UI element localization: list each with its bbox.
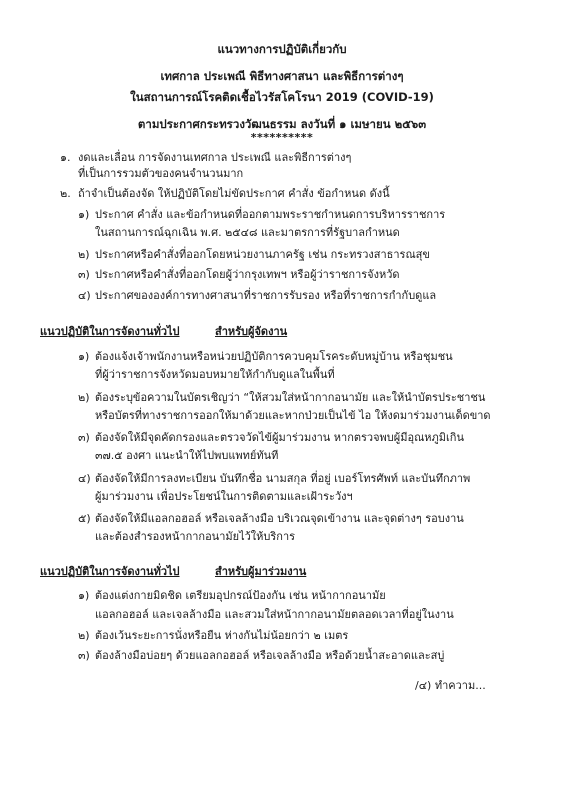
section-2-item-2-line-1: ต้องเว้นระยะการนั่งหรือยืน ห่างกันไม่น้อยกว่า ๒ เมตร	[95, 629, 349, 642]
section-2-item-1-line-1: ต้องแต่งกายมิดชิด เตรียมอุปกรณ์ป้องกัน เช่น หน้ากากอนามัย	[95, 589, 386, 602]
intro-item-2-line-1: ถ้าจำเป็นต้องจัด ให้ปฏิบัติโดยไม่ขัดประกาศ คำสั่ง ข้อกำหนด ดังนี้	[78, 187, 390, 200]
heading-line-1: แนวทางการปฏิบัติเกี่ยวกับ	[217, 42, 347, 56]
section-1-item-2-line-1: ต้องระบุข้อความในบัตรเชิญว่า “ให้สวมใส่หน้ากากอนามัย และให้นำบัตรประชาชน	[95, 391, 486, 404]
section-1-number-2: ๒)	[78, 391, 90, 404]
section-1-item-1-line-1: ต้องแจ้งเจ้าพนักงานหรือหน่วยปฏิบัติการควบคุมโรคระดับหมู่บ้าน หรือชุมชน	[95, 350, 453, 363]
heading-separator: **********	[250, 131, 314, 144]
section-2-item-1-line-2: แอลกอฮอล์ และเจลล้างมือ และสวมใส่หน้ากากอนามัยตลอดเวลาที่อยู่ในงาน	[95, 608, 454, 621]
subitem-2-line-1: ประกาศหรือคำสั่งที่ออกโดยหน่วยงานภาครัฐ เช่น กระทรวงสาธารณสุข	[95, 248, 430, 261]
section-1-item-1-line-2: ที่ผู้ว่าราชการจังหวัดมอบหมายให้กำกับดูแลในพื้นที่	[95, 368, 335, 381]
section-2-number-3: ๓)	[78, 649, 90, 662]
section-2-item-3-line-1: ต้องล้างมือบ่อยๆ ด้วยแอลกอฮอล์ หรือเจลล้างมือ หรือด้วยน้ำสะอาดและสบู่	[95, 649, 445, 662]
section-2-number-2: ๒)	[78, 629, 90, 642]
section-1-item-3-line-1: ต้องจัดให้มีจุดคัดกรองและตรวจวัดไข้ผู้มาร่วมงาน หากตรวจพบผู้มีอุณหภูมิเกิน	[95, 431, 464, 444]
subitem-number-1: ๑)	[78, 208, 90, 221]
section-1-item-2-line-2: หรือบัตรที่ทางราชการออกให้มาด้วยและหากป่วยเป็นไข้ ไอ ให้งดมาร่วมงานเด็ดขาด	[95, 409, 491, 422]
intro-item-1-line-2: ที่เป็นการรวมตัวของคนจำนวนมาก	[78, 167, 244, 180]
section-1-number-3: ๓)	[78, 431, 90, 444]
heading-line-3: ในสถานการณ์โรคติดเชื้อไวรัสโคโรนา 2019 (COVID-19)	[130, 90, 434, 104]
section-1-target: สำหรับผู้จัดงาน	[215, 325, 288, 338]
subitem-1-line-1: ประกาศ คำสั่ง และข้อกำหนดที่ออกตามพระราชกำหนดการบริหารราชการ	[95, 208, 446, 221]
section-1-item-5-line-2: และต้องสำรองหน้ากากอนามัยไว้ให้บริการ	[95, 530, 296, 543]
section-2-target: สำหรับผู้มาร่วมงาน	[215, 565, 307, 578]
continuation-note: /๔) ทำความ...	[415, 679, 486, 692]
section-1-number-1: ๑)	[78, 350, 90, 363]
subitem-4-line-1: ประกาศขององค์การทางศาสนาที่ราชการรับรอง หรือที่ราชการกำกับดูแล	[95, 289, 437, 302]
intro-number-2: ๒.	[60, 187, 71, 200]
heading-line-2: เทศกาล ประเพณี พิธีทางศาสนา และพิธีการต่างๆ	[160, 69, 404, 83]
intro-item-1-line-1: งดและเลื่อน การจัดงานเทศกาล ประเพณี และพิธีการต่างๆ	[78, 151, 352, 164]
intro-number-1: ๑.	[60, 151, 71, 164]
section-2-number-1: ๑)	[78, 589, 90, 602]
subitem-1-line-2: ในสถานการณ์ฉุกเฉิน พ.ศ. ๒๕๔๘ และมาตรการที่รัฐบาลกำหนด	[95, 226, 400, 239]
section-1-item-3-line-2: ๓๗.๕ องศา แนะนำให้ไปพบแพทย์ทันที	[95, 449, 279, 462]
subitem-3-line-1: ประกาศหรือคำสั่งที่ออกโดยผู้ว่ากรุงเทพฯ หรือผู้ว่าราชการจังหวัด	[95, 268, 400, 281]
section-1-item-4-line-2: ผู้มาร่วมงาน เพื่อประโยชน์ในการติดตามและเฝ้าระวังฯ	[95, 490, 353, 503]
section-1-title: แนวปฏิบัติในการจัดงานทั่วไป	[40, 325, 180, 338]
subitem-number-4: ๔)	[78, 289, 91, 302]
section-1-number-5: ๕)	[78, 512, 91, 525]
section-1-item-4-line-1: ต้องจัดให้มีการลงทะเบียน บันทึกชื่อ นามสกุล ที่อยู่ เบอร์โทรศัพท์ และบันทึกภาพ	[95, 472, 471, 485]
subitem-number-2: ๒)	[78, 248, 90, 261]
section-1-number-4: ๔)	[78, 472, 91, 485]
subitem-number-3: ๓)	[78, 268, 90, 281]
section-2-title: แนวปฏิบัติในการจัดงานทั่วไป	[40, 565, 180, 578]
section-1-item-5-line-1: ต้องจัดให้มีแอลกอฮอล์ หรือเจลล้างมือ บริเวณจุดเข้างาน และจุดต่างๆ รอบงาน	[95, 512, 464, 525]
heading-line-4: ตามประกาศกระทรวงวัฒนธรรม ลงวันที่ ๑ เมษายน ๒๕๖๓	[137, 117, 427, 131]
